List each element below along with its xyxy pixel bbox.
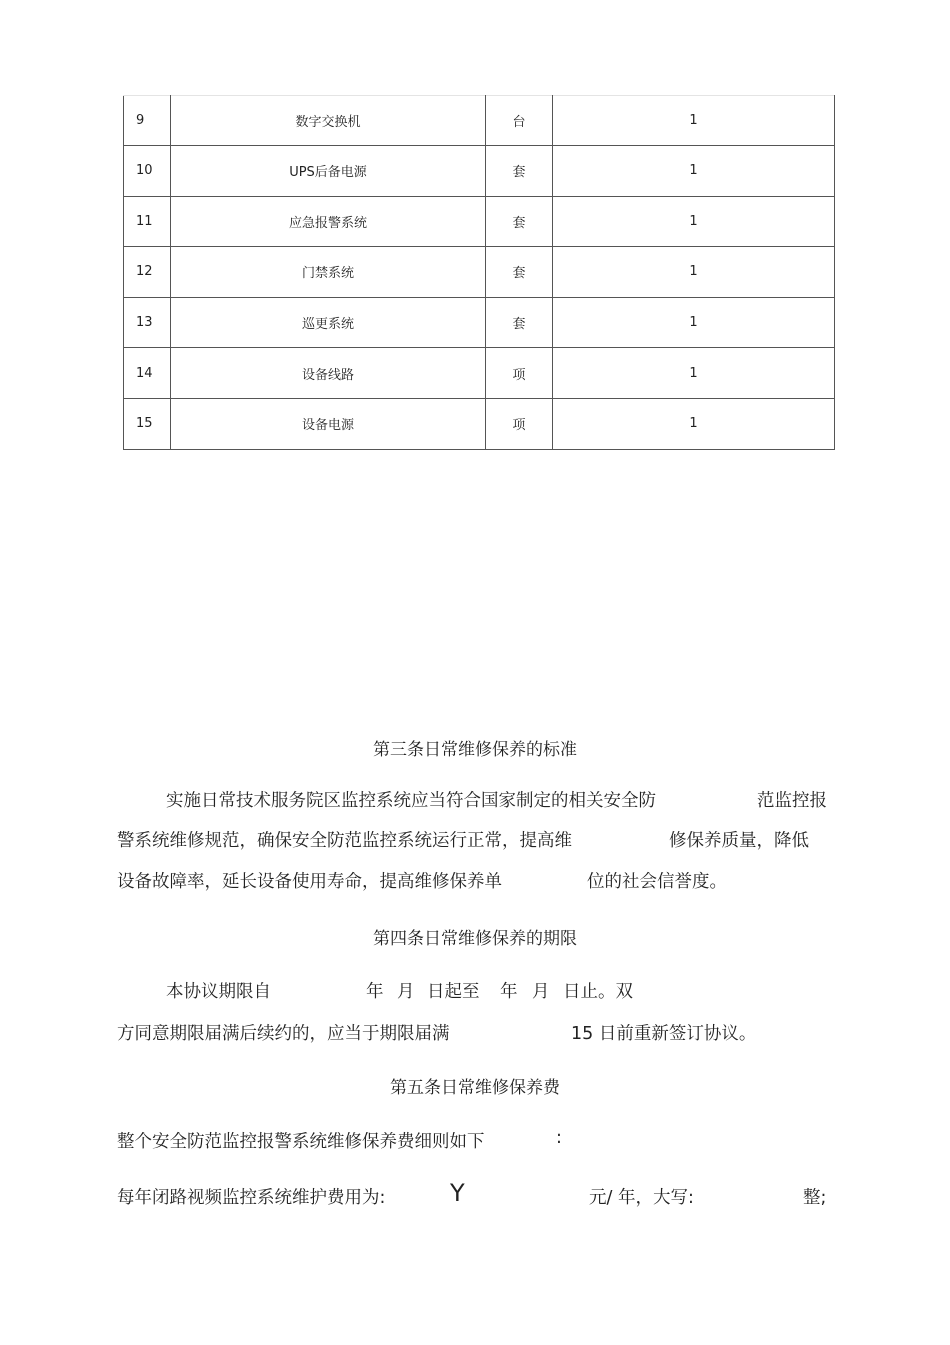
quantity: 1 [553, 297, 835, 348]
row-number: 12 [124, 247, 171, 298]
table-row [124, 297, 835, 348]
article3-line2-b: 修保养质量，降低 [669, 831, 809, 851]
equipment-name: 数字交换机 [171, 96, 486, 146]
end-month-label: 月 [532, 982, 550, 1002]
fee-intro-text: 整个安全防范监控报警系统维修保养费细则如下 [117, 1132, 485, 1152]
currency-symbol: Y [450, 1179, 465, 1207]
article3-line1-b: 范监控报 [757, 791, 827, 811]
table-row [124, 398, 835, 449]
unit: 套 [486, 247, 553, 298]
renewal-text-b: 15 日前重新签订协议。 [571, 1024, 757, 1044]
equipment-name: 设备电源 [171, 398, 486, 449]
renewal-text-a: 方同意期限届满后续约的，应当于期限届满 [117, 1024, 450, 1044]
quantity: 1 [553, 247, 835, 298]
quantity: 1 [553, 96, 835, 146]
article4-title: 第四条日常维修保养的期限 [373, 929, 577, 949]
row-number: 10 [124, 146, 171, 197]
fee-unit-label: 元/ 年，大写: [589, 1188, 694, 1208]
table-row [124, 96, 835, 146]
equipment-name: 设备线路 [171, 348, 486, 399]
start-month-label: 月 [397, 982, 415, 1002]
table-row [124, 146, 835, 197]
cctv-fee-label: 每年闭路视频监控系统维护费用为: [117, 1188, 386, 1208]
equipment-name: 巡更系统 [171, 297, 486, 348]
amount-in-words-end: 整; [803, 1188, 827, 1208]
unit: 项 [486, 348, 553, 399]
end-day-label: 日止。双 [563, 982, 633, 1002]
quantity: 1 [553, 146, 835, 197]
article3-line1-a: 实施日常技术服务院区监控系统应当符合国家制定的相关安全防 [166, 791, 656, 811]
unit: 项 [486, 398, 553, 449]
row-number: 11 [124, 196, 171, 247]
fee-intro-colon: : [556, 1128, 562, 1148]
unit: 套 [486, 196, 553, 247]
row-number: 13 [124, 297, 171, 348]
equipment-name: 门禁系统 [171, 247, 486, 298]
table-row [124, 348, 835, 399]
row-number: 15 [124, 398, 171, 449]
start-day-label: 日起至 [427, 982, 480, 1002]
term-start-label: 本协议期限自 [166, 982, 271, 1002]
equipment-name: 应急报警系统 [171, 196, 486, 247]
equipment-name: UPS后备电源 [171, 146, 486, 197]
article3-title: 第三条日常维修保养的标准 [373, 740, 577, 760]
article3-line2-a: 警系统维修规范，确保安全防范监控系统运行正常，提高维 [117, 831, 572, 851]
quantity: 1 [553, 348, 835, 399]
article3-line3-a: 设备故障率，延长设备使用寿命，提高维修保养单 [117, 872, 502, 892]
article5-title: 第五条日常维修保养费 [390, 1078, 560, 1098]
table-row [124, 247, 835, 298]
start-year-label: 年 [366, 982, 384, 1002]
unit: 套 [486, 297, 553, 348]
row-number: 14 [124, 348, 171, 399]
quantity: 1 [553, 196, 835, 247]
table-row [124, 196, 835, 247]
unit: 台 [486, 96, 553, 146]
end-year-label: 年 [500, 982, 518, 1002]
article3-line3-b: 位的社会信誉度。 [587, 872, 727, 892]
unit: 套 [486, 146, 553, 197]
quantity: 1 [553, 398, 835, 449]
equipment-table [123, 95, 835, 450]
row-number: 9 [124, 96, 171, 146]
